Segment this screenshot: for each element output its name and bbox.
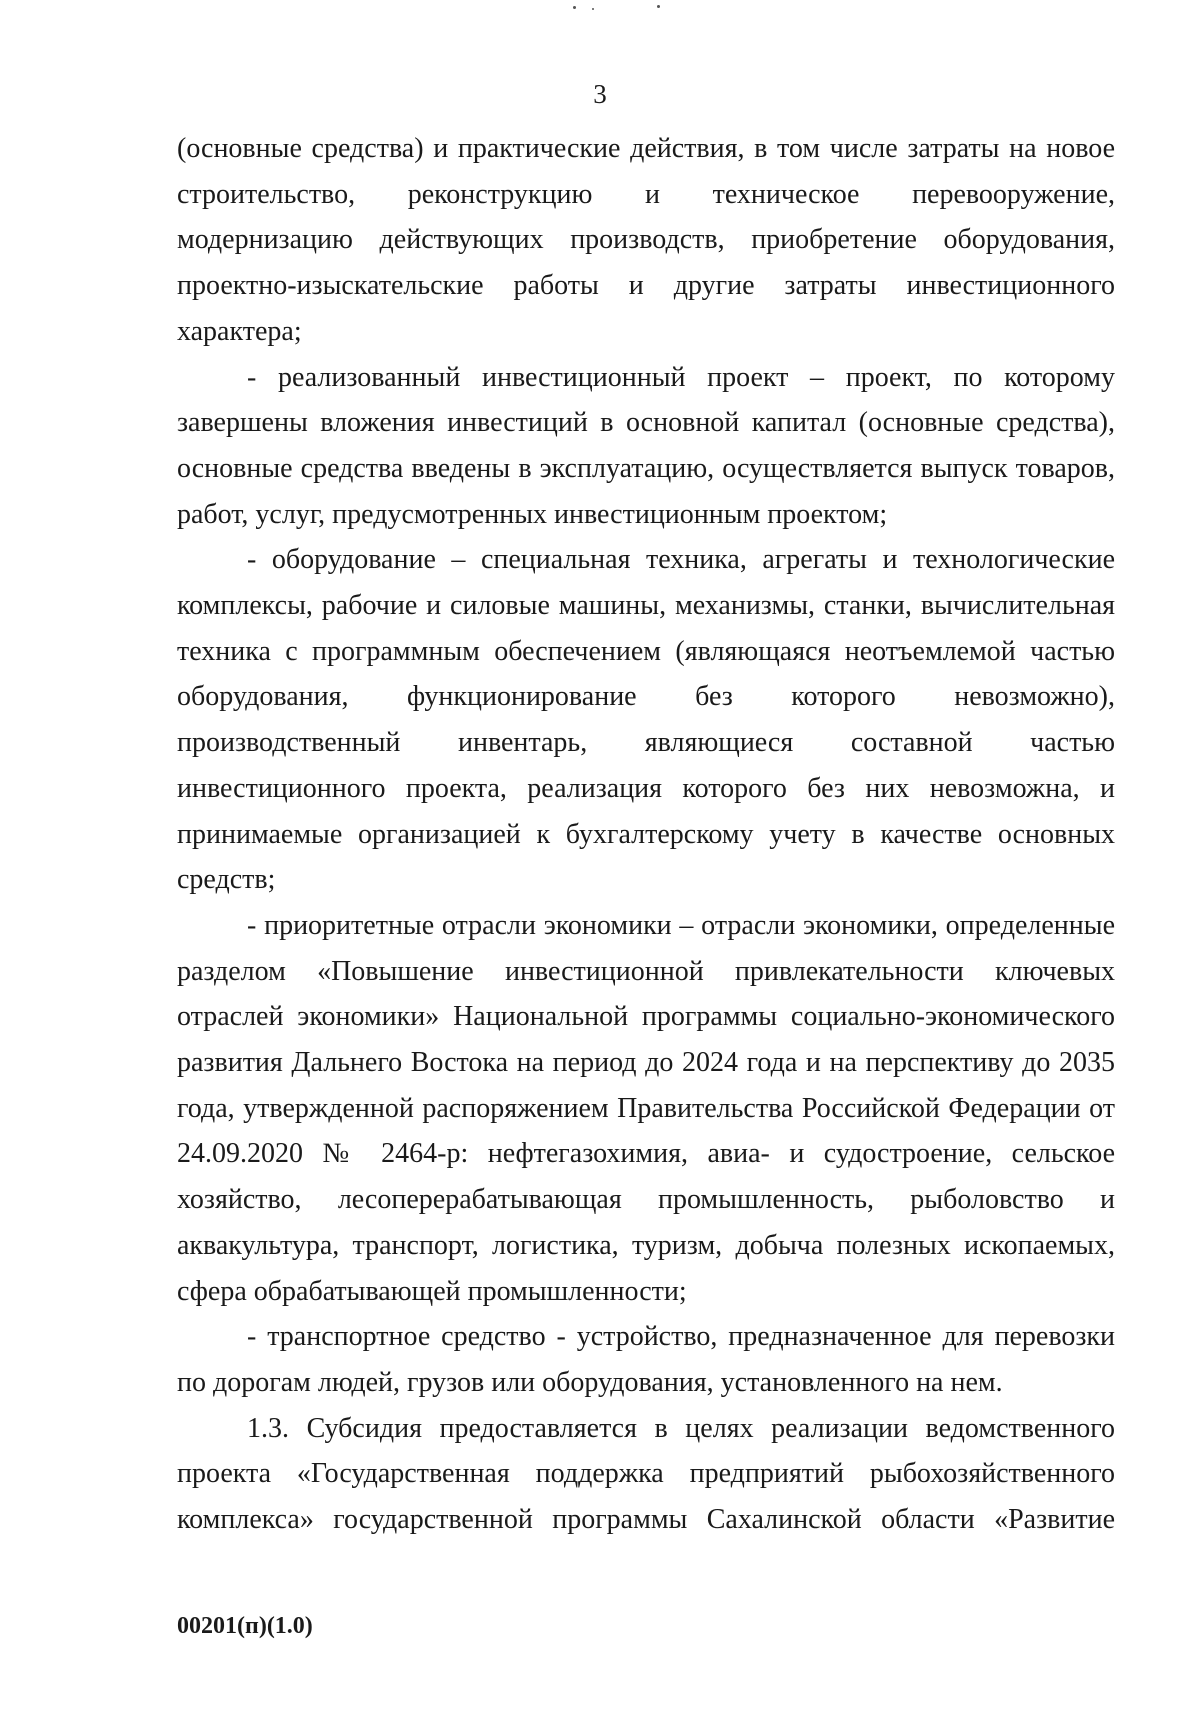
scan-speck xyxy=(573,6,576,9)
paragraph-equipment-definition: - оборудование – специальная техника, агрегаты и технологические комплексы, рабочие и силовые машины, механизмы, станки, вычислительная техника с программным обеспечением (являющаяся неотъемлемой частью оборудования, функционирование без которого невозможно), производственный инвентарь, являющиеся составной частью инвестиционного проекта, реализация которого без них невозможна, и принимаемые организацией к бухгалтерскому учету в качестве основных средств; xyxy=(177,544,1115,896)
paragraph-realized-project-definition: - реализованный инвестиционный проект – проект, по которому завершены вложения инвестиций в основной капитал (основные средства), основные средства введены в эксплуатацию, осуществляется выпуск товаров, работ, услуг, предусмотренных инвестиционным проектом; xyxy=(177,361,1115,530)
paragraph-vehicle-definition: - транспортное средство - устройство, предназначенное для перевозки по дорогам людей, грузов или оборудования, установленного на нем. xyxy=(177,1321,1115,1398)
paragraph-subsidy-purpose: 1.3. Субсидия предоставляется в целях реализации ведомственного проекта «Государственная поддержка предприятий рыбохозяйственного комплекса» государственной программы Сахалинской области «Развитие xyxy=(177,1412,1115,1536)
paragraph-priority-sectors-definition: - приоритетные отрасли экономики – отрасли экономики, определенные разделом «Повышение инвестиционной привлекательности ключевых отраслей экономики» Национальной программы социально-экономического развития Дальнего Востока на период до 2024 года и на перспективу до 2035 года, утвержденной распоряжением Правительства Российской Федерации от 24.09.2020 № 2464-р: нефтегазохимия, авиа- и судостроение, сельское хозяйство, лесоперерабатывающая промышленность, рыболовство и аквакультура, транспорт, логистика, туризм, добыча полезных ископаемых, сфера обрабатывающей промышленности; xyxy=(177,909,1115,1307)
page-number: 3 xyxy=(593,79,607,109)
document-code: 00201(п)(1.0) xyxy=(177,1613,313,1639)
document-body xyxy=(177,126,1115,1543)
paragraph-investment-definition-continued: (основные средства) и практические действия, в том числе затраты на новое строительство, реконструкцию и техническое перевооружение, модернизацию действующих производств, приобретение оборудования, проектно-изыскательские работы и другие затраты инвестиционного характера; xyxy=(177,133,1115,347)
scan-speck xyxy=(592,8,594,10)
scan-speck xyxy=(657,5,660,8)
